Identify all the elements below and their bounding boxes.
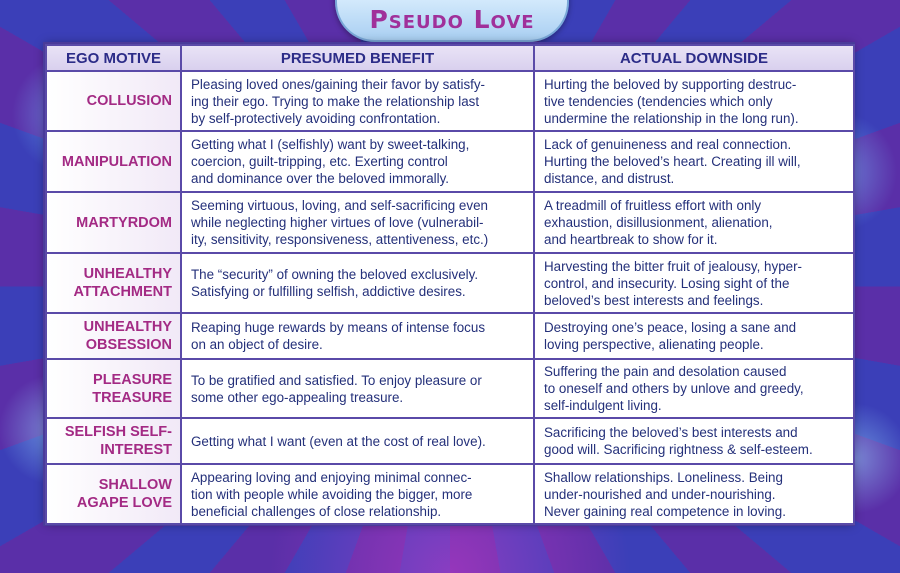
header-ego-motive: EGO MOTIVE — [46, 45, 181, 71]
ego-motive-cell-line: OBSESSION — [85, 337, 172, 353]
presumed-benefit-cell-line: ity, sensitivity, responsiveness, attentiveness, etc.) — [191, 232, 489, 247]
actual-downside-cell — [534, 131, 854, 192]
actual-downside-cell-line: Lack of genuineness and real connection. — [544, 137, 792, 152]
actual-downside-cell-line: Destroying one’s peace, losing a sane and — [544, 320, 797, 335]
actual-downside-cell-line: Harvesting the bitter fruit of jealousy, hyper- — [544, 258, 803, 274]
actual-downside-cell-line: self-indulgent living. — [544, 398, 662, 413]
actual-downside-cell-line: Sacrificing the beloved’s best interests and — [544, 425, 798, 440]
actual-downside-cell — [534, 464, 854, 524]
actual-downside-cell-line: Hurting the beloved’s heart. Creating ill will, — [544, 154, 801, 169]
actual-downside-cell-line: exhaustion, disillusionment, alienation, — [544, 215, 773, 230]
table-row — [46, 313, 854, 359]
presumed-benefit-cell-line: Getting what I (selfishly) want by sweet-talking, — [191, 137, 470, 152]
presumed-benefit-cell — [181, 313, 534, 359]
header-actual-downside: ACTUAL DOWNSIDE — [534, 45, 854, 71]
actual-downside-cell — [534, 359, 854, 418]
ego-motive-cell-line: MANIPULATION — [61, 153, 172, 170]
table-row — [46, 192, 854, 253]
table-row — [46, 71, 854, 131]
ego-motive-cell-line: MARTYRDOM — [76, 214, 172, 231]
presumed-benefit-cell-line: Satisfying or fulfilling selfish, addictive desires. — [191, 284, 466, 299]
presumed-benefit-cell — [181, 418, 534, 464]
actual-downside-cell-line: control, and insecurity. Losing sight of the — [544, 275, 790, 291]
presumed-benefit-cell — [181, 192, 534, 253]
page-title: Pseudo Love — [369, 4, 535, 34]
ego-motive-cell-line: TREASURE — [92, 389, 172, 406]
pseudo-love-table-container — [45, 44, 853, 524]
ego-motive-cell — [46, 359, 181, 418]
actual-downside-cell-line: distance, and distrust. — [544, 171, 675, 186]
ego-motive-cell — [46, 131, 181, 192]
presumed-benefit-cell — [181, 71, 534, 131]
actual-downside-cell-line: tive tendencies (tendencies which only — [544, 93, 773, 109]
presumed-benefit-cell — [181, 131, 534, 192]
pseudo-love-table — [45, 44, 855, 525]
presumed-benefit-cell-line: Seeming virtuous, loving, and self-sacrificing even — [191, 198, 488, 213]
title-tab — [335, 0, 569, 42]
actual-downside-cell-line: good will. Sacrificing rightness & self-esteem. — [544, 442, 813, 457]
presumed-benefit-cell-line: while neglecting higher virtues of love (vulnerabil- — [191, 215, 484, 230]
table-body — [46, 71, 854, 524]
ego-motive-cell — [46, 418, 181, 464]
ego-motive-cell — [46, 253, 181, 313]
table-row — [46, 253, 854, 313]
actual-downside-cell — [534, 313, 854, 359]
ego-motive-cell — [46, 71, 181, 131]
ego-motive-cell — [46, 464, 181, 524]
presumed-benefit-cell-line: Pleasing loved ones/gaining their favor by satisfy- — [191, 76, 486, 92]
actual-downside-cell-line: and heartbreak to show for it. — [544, 232, 718, 247]
presumed-benefit-cell — [181, 464, 534, 524]
ego-motive-cell-line: PLEASURE — [93, 371, 172, 388]
ego-motive-cell-line: SHALLOW — [98, 477, 172, 493]
presumed-benefit-cell-line: beneficial challenges of close relationship. — [191, 503, 442, 519]
table-row — [46, 131, 854, 192]
header-presumed-benefit: PRESUMED BENEFIT — [181, 45, 534, 71]
actual-downside-cell-line: undermine the relationship in the long run). — [544, 110, 799, 126]
ego-motive-cell — [46, 313, 181, 359]
ego-motive-cell-line: ATTACHMENT — [73, 284, 172, 300]
ego-motive-cell — [46, 192, 181, 253]
actual-downside-cell-line: to oneself and others by unlove and greedy, — [544, 381, 804, 396]
presumed-benefit-cell-line: Reaping huge rewards by means of intense focus — [191, 320, 486, 335]
presumed-benefit-cell-line: tion with people while avoiding the bigger, more — [191, 486, 473, 502]
table-row — [46, 418, 854, 464]
ego-motive-cell-line: COLLUSION — [86, 93, 172, 109]
actual-downside-cell-line: under-nourished and under-nourishing. — [544, 486, 776, 502]
actual-downside-cell — [534, 192, 854, 253]
header-row — [46, 45, 854, 71]
presumed-benefit-cell-line: on an object of desire. — [191, 337, 323, 352]
ego-motive-cell-line: INTEREST — [100, 442, 172, 458]
presumed-benefit-cell-line: The “security” of owning the beloved exclusively. — [191, 267, 479, 282]
actual-downside-cell-line: Never gaining real competence in loving. — [544, 503, 786, 519]
presumed-benefit-cell-line: some other ego-appealing treasure. — [191, 389, 404, 405]
actual-downside-cell-line: Suffering the pain and desolation caused — [544, 364, 787, 379]
table-row — [46, 359, 854, 418]
actual-downside-cell-line: loving perspective, alienating people. — [544, 337, 764, 352]
actual-downside-cell-line: Hurting the beloved by supporting destruc- — [544, 76, 797, 92]
presumed-benefit-cell-line: Getting what I want (even at the cost of real love). — [191, 433, 486, 449]
actual-downside-cell-line: beloved’s best interests and feelings. — [544, 292, 764, 308]
actual-downside-cell — [534, 418, 854, 464]
presumed-benefit-cell-line: and dominance over the beloved immorally. — [191, 171, 450, 186]
ego-motive-cell-line: UNHEALTHY — [83, 319, 172, 335]
actual-downside-cell-line: A treadmill of fruitless effort with only — [544, 198, 762, 213]
ego-motive-cell-line: UNHEALTHY — [83, 266, 172, 282]
actual-downside-cell-line: Shallow relationships. Loneliness. Being — [544, 469, 783, 485]
presumed-benefit-cell — [181, 253, 534, 313]
presumed-benefit-cell-line: coercion, guilt-tripping, etc. Exerting control — [191, 154, 448, 169]
presumed-benefit-cell-line: To be gratified and satisfied. To enjoy pleasure or — [191, 372, 482, 388]
presumed-benefit-cell-line: by self-protectively avoiding confrontation. — [191, 110, 441, 126]
actual-downside-cell — [534, 71, 854, 131]
presumed-benefit-cell-line: ing their ego. Trying to make the relationship last — [191, 93, 480, 109]
ego-motive-cell-line: SELFISH SELF- — [64, 424, 172, 440]
ego-motive-cell-line: AGAPE LOVE — [76, 495, 172, 511]
presumed-benefit-cell-line: Appearing loving and enjoying minimal connec- — [191, 469, 472, 485]
actual-downside-cell — [534, 253, 854, 313]
table-row — [46, 464, 854, 524]
presumed-benefit-cell — [181, 359, 534, 418]
